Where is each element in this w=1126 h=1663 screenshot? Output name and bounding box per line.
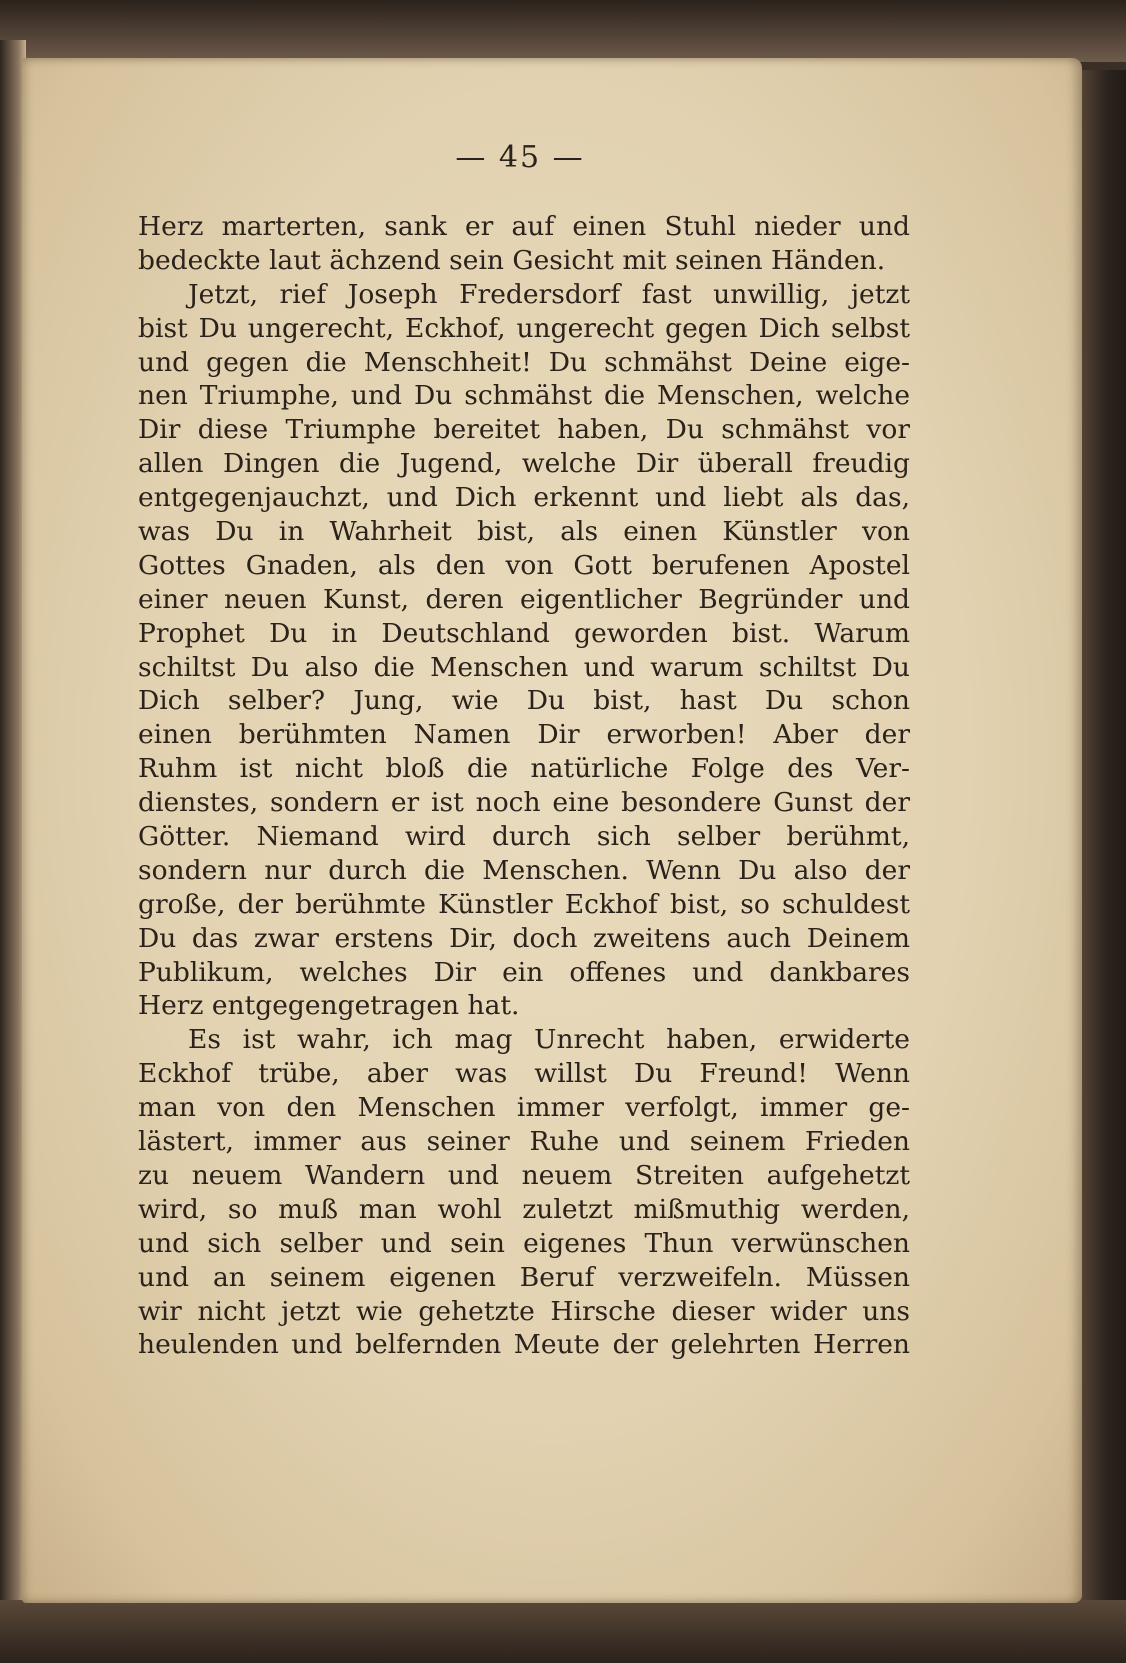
text-line: man von den Menschen immer verfolgt, immer ge- <box>138 1092 910 1124</box>
text-line: einer neuen Kunst, deren eigentlicher Begründer und <box>138 583 910 615</box>
text-line: nen Triumphe, und Du schmähst die Menschen, welche <box>138 380 910 412</box>
text-line: schiltst Du also die Menschen und warum schiltst Du <box>138 651 910 683</box>
text-line: Eckhof trübe, aber was willst Du Freund! Wenn <box>138 1058 910 1090</box>
text-line: bist Du ungerecht, Eckhof, ungerecht gegen Dich selbst <box>138 312 910 344</box>
text-line: sondern nur durch die Menschen. Wenn Du also der <box>138 854 910 886</box>
page-text <box>138 210 910 1362</box>
text-line: und sich selber und sein eigenes Thun verwünschen <box>138 1227 910 1259</box>
text-line: Prophet Du in Deutschland geworden bist. Warum <box>138 617 910 649</box>
text-line: Es ist wahr, ich mag Unrecht haben, erwiderte <box>188 1024 910 1056</box>
text-line: lästert, immer aus seiner Ruhe und seinem Frieden <box>138 1126 910 1158</box>
text-line: wird, so muß man wohl zuletzt mißmuthig werden, <box>138 1193 910 1225</box>
text-line: dienstes, sondern er ist noch eine besondere Gunst der <box>138 787 910 819</box>
page-number: — 45 — <box>455 140 585 175</box>
text-line: Jetzt, rief Joseph Fredersdorf fast unwillig, jetzt <box>188 278 910 310</box>
text-line: Dich selber? Jung, wie Du bist, hast Du schon <box>138 685 910 717</box>
text-line: Du das zwar erstens Dir, doch zweitens auch Deinem <box>138 922 910 954</box>
book-cover-bottom <box>0 1600 1126 1663</box>
text-line: bedeckte laut ächzend sein Gesicht mit seinen Händen. <box>138 244 886 276</box>
text-line: zu neuem Wandern und neuem Streiten aufgehetzt <box>138 1159 910 1191</box>
text-line: Götter. Niemand wird durch sich selber berühmt, <box>138 821 910 853</box>
text-line: Ruhm ist nicht bloß die natürliche Folge des Ver- <box>138 753 910 785</box>
text-line: wir nicht jetzt wie gehetzte Hirsche dieser wider uns <box>138 1295 910 1327</box>
text-line: große, der berühmte Künstler Eckhof bist, so schuldest <box>138 888 910 920</box>
text-line: und gegen die Menschheit! Du schmähst Deine eige- <box>138 346 910 378</box>
text-line: Herz marterten, sank er auf einen Stuhl nieder und <box>138 211 910 242</box>
book-cover-edge <box>1078 70 1126 1663</box>
text-line: Dir diese Triumphe bereitet haben, Du schmähst vor <box>138 414 910 446</box>
text-line: Gottes Gnaden, als den von Gott berufenen Apostel <box>138 549 910 581</box>
text-line: und an seinem eigenen Beruf verzweifeln. Müssen <box>138 1261 910 1293</box>
text-line: was Du in Wahrheit bist, als einen Künstler von <box>138 516 910 548</box>
text-line: entgegenjauchzt, und Dich erkennt und liebt als das, <box>138 482 910 514</box>
book-binding-top <box>0 0 1126 62</box>
text-line: einen berühmten Namen Dir erworben! Aber der <box>138 719 910 751</box>
text-line: Publikum, welches Dir ein offenes und dankbares <box>138 956 910 988</box>
text-line: allen Dingen die Jugend, welche Dir überall freudig <box>138 448 910 480</box>
text-line: heulenden und belfernden Meute der gelehrten Herren <box>138 1329 910 1361</box>
text-line: Herz entgegengetragen hat. <box>138 990 520 1022</box>
